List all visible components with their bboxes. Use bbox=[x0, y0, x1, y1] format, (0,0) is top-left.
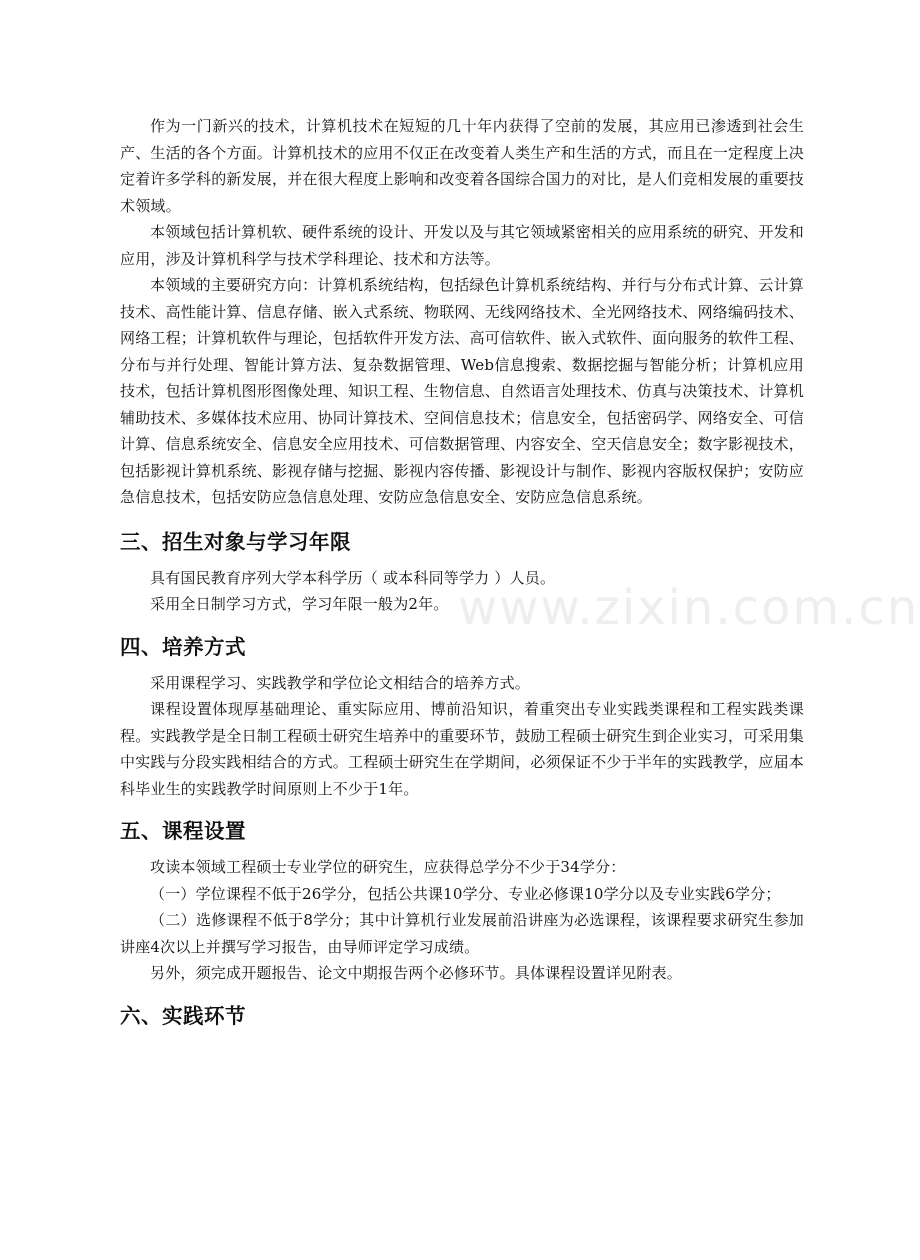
section-5-paragraph-4: 另外，须完成开题报告、论文中期报告两个必修环节。具体课程设置详见附表。 bbox=[150, 964, 683, 982]
section-5-paragraph-3: （二）选修课程不低于8学分；其中计算机行业发展前沿讲座为必选课程，该课程要求研究生参加讲座4次以上并撰写学习报告，由导师评定学习成绩。 bbox=[120, 911, 804, 956]
section-4-paragraph-1: 采用课程学习、实践教学和学位论文相结合的培养方式。 bbox=[150, 673, 531, 692]
section-6-heading: 六、实践环节 bbox=[120, 1003, 246, 1028]
intro-paragraph-2: 本领域包括计算机软、硬件系统的设计、开发以及与其它领域紧密相关的应用系统的研究、开发和应用，涉及计算机科学与技术学科理论、技术和方法等。 bbox=[120, 223, 804, 268]
section-5-paragraph-1: 攻读本领域工程硕士专业学位的研究生，应获得总学分不少于34学分： bbox=[150, 858, 626, 876]
section-3-paragraph-1: 具有国民教育序列大学本科学历（ 或本科同等学力 ）人员。 bbox=[150, 568, 556, 587]
intro-paragraph-1: 作为一门新兴的技术，计算机技术在短短的几十年内获得了空前的发展，其应用已渗透到社会生产、生活的各个方面。计算机技术的应用不仅正在改变着人类生产和生活的方式，而且在一定程度上决定着许多学科的新发展，并在很大程度上影响和改变着各国综合国力的对比，是人们竞相发展的重要技术领域。 bbox=[120, 117, 805, 215]
section-5-paragraph-2: （一）学位课程不低于26学分，包括公共课10学分、专业必修课10学分以及专业实践6学分； bbox=[150, 884, 781, 903]
intro-paragraph-research-directions: 本领域的主要研究方向：计算机系统结构，包括绿色计算机系统结构、并行与分布式计算、云计算技术、高性能计算、信息存储、嵌入式系统、物联网、无线网络技术、全光网络技术、网络编码技术、网络工程；计算机软件与理论，包括软件开发方法、高可信软件、嵌入式软件、面向服务的软件工程、分布与并行处理、智能计算方法、复杂数据管理、Web信息搜索、数据挖掘与智能分析；计算机应用技术，包括计算机图形图像处理、知识工程、生物信息、自然语言处理技术、仿真与决策技术、计算机辅助技术、多媒体技术应用、协同计算技术、空间信息技术；信息安全，包括密码学、网络安全、可信计算、信息系统安全、信息安全应用技术、可信数据管理、内容安全、空天信息安全；数字影视技术，包括影视计算机系统、影视存储与挖掘、影视内容传播、影视设计与制作、影视内容版权保护；安防应急信息技术，包括安防应急信息处理、安防应急信息安全、安防应急信息系统。 bbox=[120, 276, 805, 506]
watermark: www.zixin.com.cn bbox=[458, 580, 920, 636]
section-3-paragraph-2: 采用全日制学习方式，学习年限一般为2年。 bbox=[150, 595, 449, 613]
section-3-heading: 三、招生对象与学习年限 bbox=[120, 529, 351, 554]
section-4-heading: 四、培养方式 bbox=[120, 634, 246, 659]
section-5-heading: 五、课程设置 bbox=[120, 819, 246, 843]
document-page bbox=[120, 113, 804, 1039]
section-4-paragraph-2: 课程设置体现厚基础理论、重实际应用、博前沿知识，着重突出专业实践类课程和工程实践类课程。实践教学是全日制工程硕士研究生培养中的重要环节，鼓励工程硕士研究生到企业实习，可采用集中实践与分段实践相结合的方式。工程硕士研究生在学期间，必须保证不少于半年的实践教学，应届本科毕业生的实践教学时间原则上不少于1年。 bbox=[120, 700, 805, 798]
